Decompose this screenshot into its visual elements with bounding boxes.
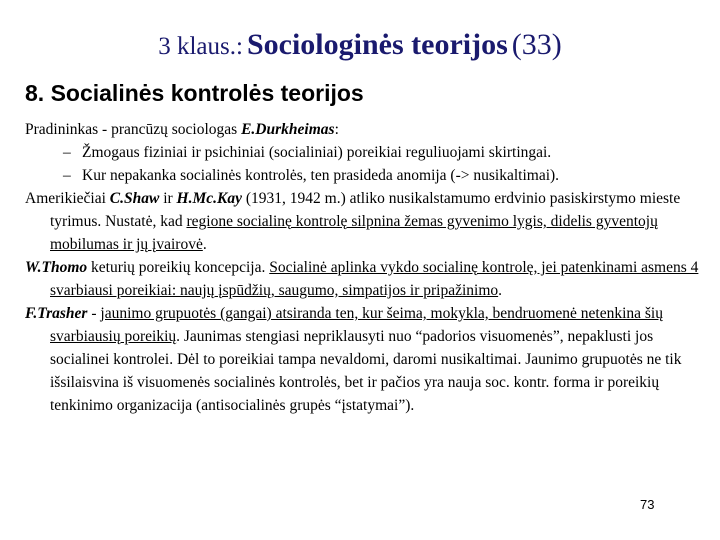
bullet-2-text: Kur nepakanka socialinės kontrolės, ten prasideda anomija (-> nusikaltimai). [82,167,560,184]
slide-body [25,118,705,417]
p2-text-b: ir [159,190,177,207]
bullet-dash: – [63,167,71,184]
paragraph-thomas [25,256,705,302]
bullet-1-text: Žmogaus fiziniai ir psichiniai (socialiniai) poreikiai reguliuojami skirtingai. [82,144,552,161]
bullet-2 [25,164,705,187]
p3-underlined: Socialinė aplinka vykdo socialinę kontrolę, jei patenkinami asmens 4 svarbiausi poreikiai: naujų įspūdžių, saugumo, simpatijos ir pripažinimo [50,259,699,299]
paragraph-trasher [25,302,705,417]
slide-title [0,28,720,62]
p4-underlined: jaunimo grupuotės (gangai) atsiranda ten, kur šeima, mokykla, bendruomenė netenkina šių svarbiausių poreikių [50,305,663,345]
p4-text-a: - [87,305,101,322]
p1-colon: : [334,121,339,138]
p2-period: . [202,236,207,253]
author-mckay: H.Mc.Kay [176,190,242,207]
bullet-1 [25,141,705,164]
p4-text-b: . Jaunimas stengiasi nepriklausyti nuo “padorios visuomenės”, nepaklusti jos socialinei kontrolei. Dėl to poreikiai tampa nevaldomi, daromi nusikaltimai. Jaunimo grupuotės ne tik išsilaisvina iš visuomenės socialinės kontrolės, bet ir pačios yra nauja soc. kontr. forma ir poreikių tenkinimo organizacija (antisocialinės grupės “įstatymai”). [50,328,682,414]
author-thomas: W.Thomo [25,259,88,276]
bullet-dash: – [63,144,71,161]
author-shaw: C.Shaw [109,190,160,207]
author-durkheim: E.Durkheimas [241,121,335,138]
title-number: (33) [511,28,562,61]
p2-underlined: regione socialinę kontrolę silpnina žemas gyvenimo lygis, didelis gyventojų mobilumas ir jų įvairovė [50,213,658,253]
page-number: 73 [640,497,655,512]
p3-text-a: keturių poreikių koncepcija. [87,259,270,276]
p3-period: . [498,282,503,299]
author-trasher: F.Trasher [25,305,88,322]
paragraph-shaw-mckay [25,187,705,256]
p1-text: Pradininkas - prancūzų sociologas [25,121,242,138]
p2-text-a: Amerikiečiai [25,190,110,207]
title-main: Sociologinės teorijos [246,28,508,61]
paragraph-durkheim [25,118,705,141]
p2-text-c: (1931, 1942 m.) atliko nusikalstamumo erdvinio pasiskirstymo mieste tyrimus. Nustatė, kad [50,190,681,230]
title-prefix: 3 klaus.: [158,33,243,60]
section-heading: 8. Socialinės kontrolės teorijos [25,80,364,106]
